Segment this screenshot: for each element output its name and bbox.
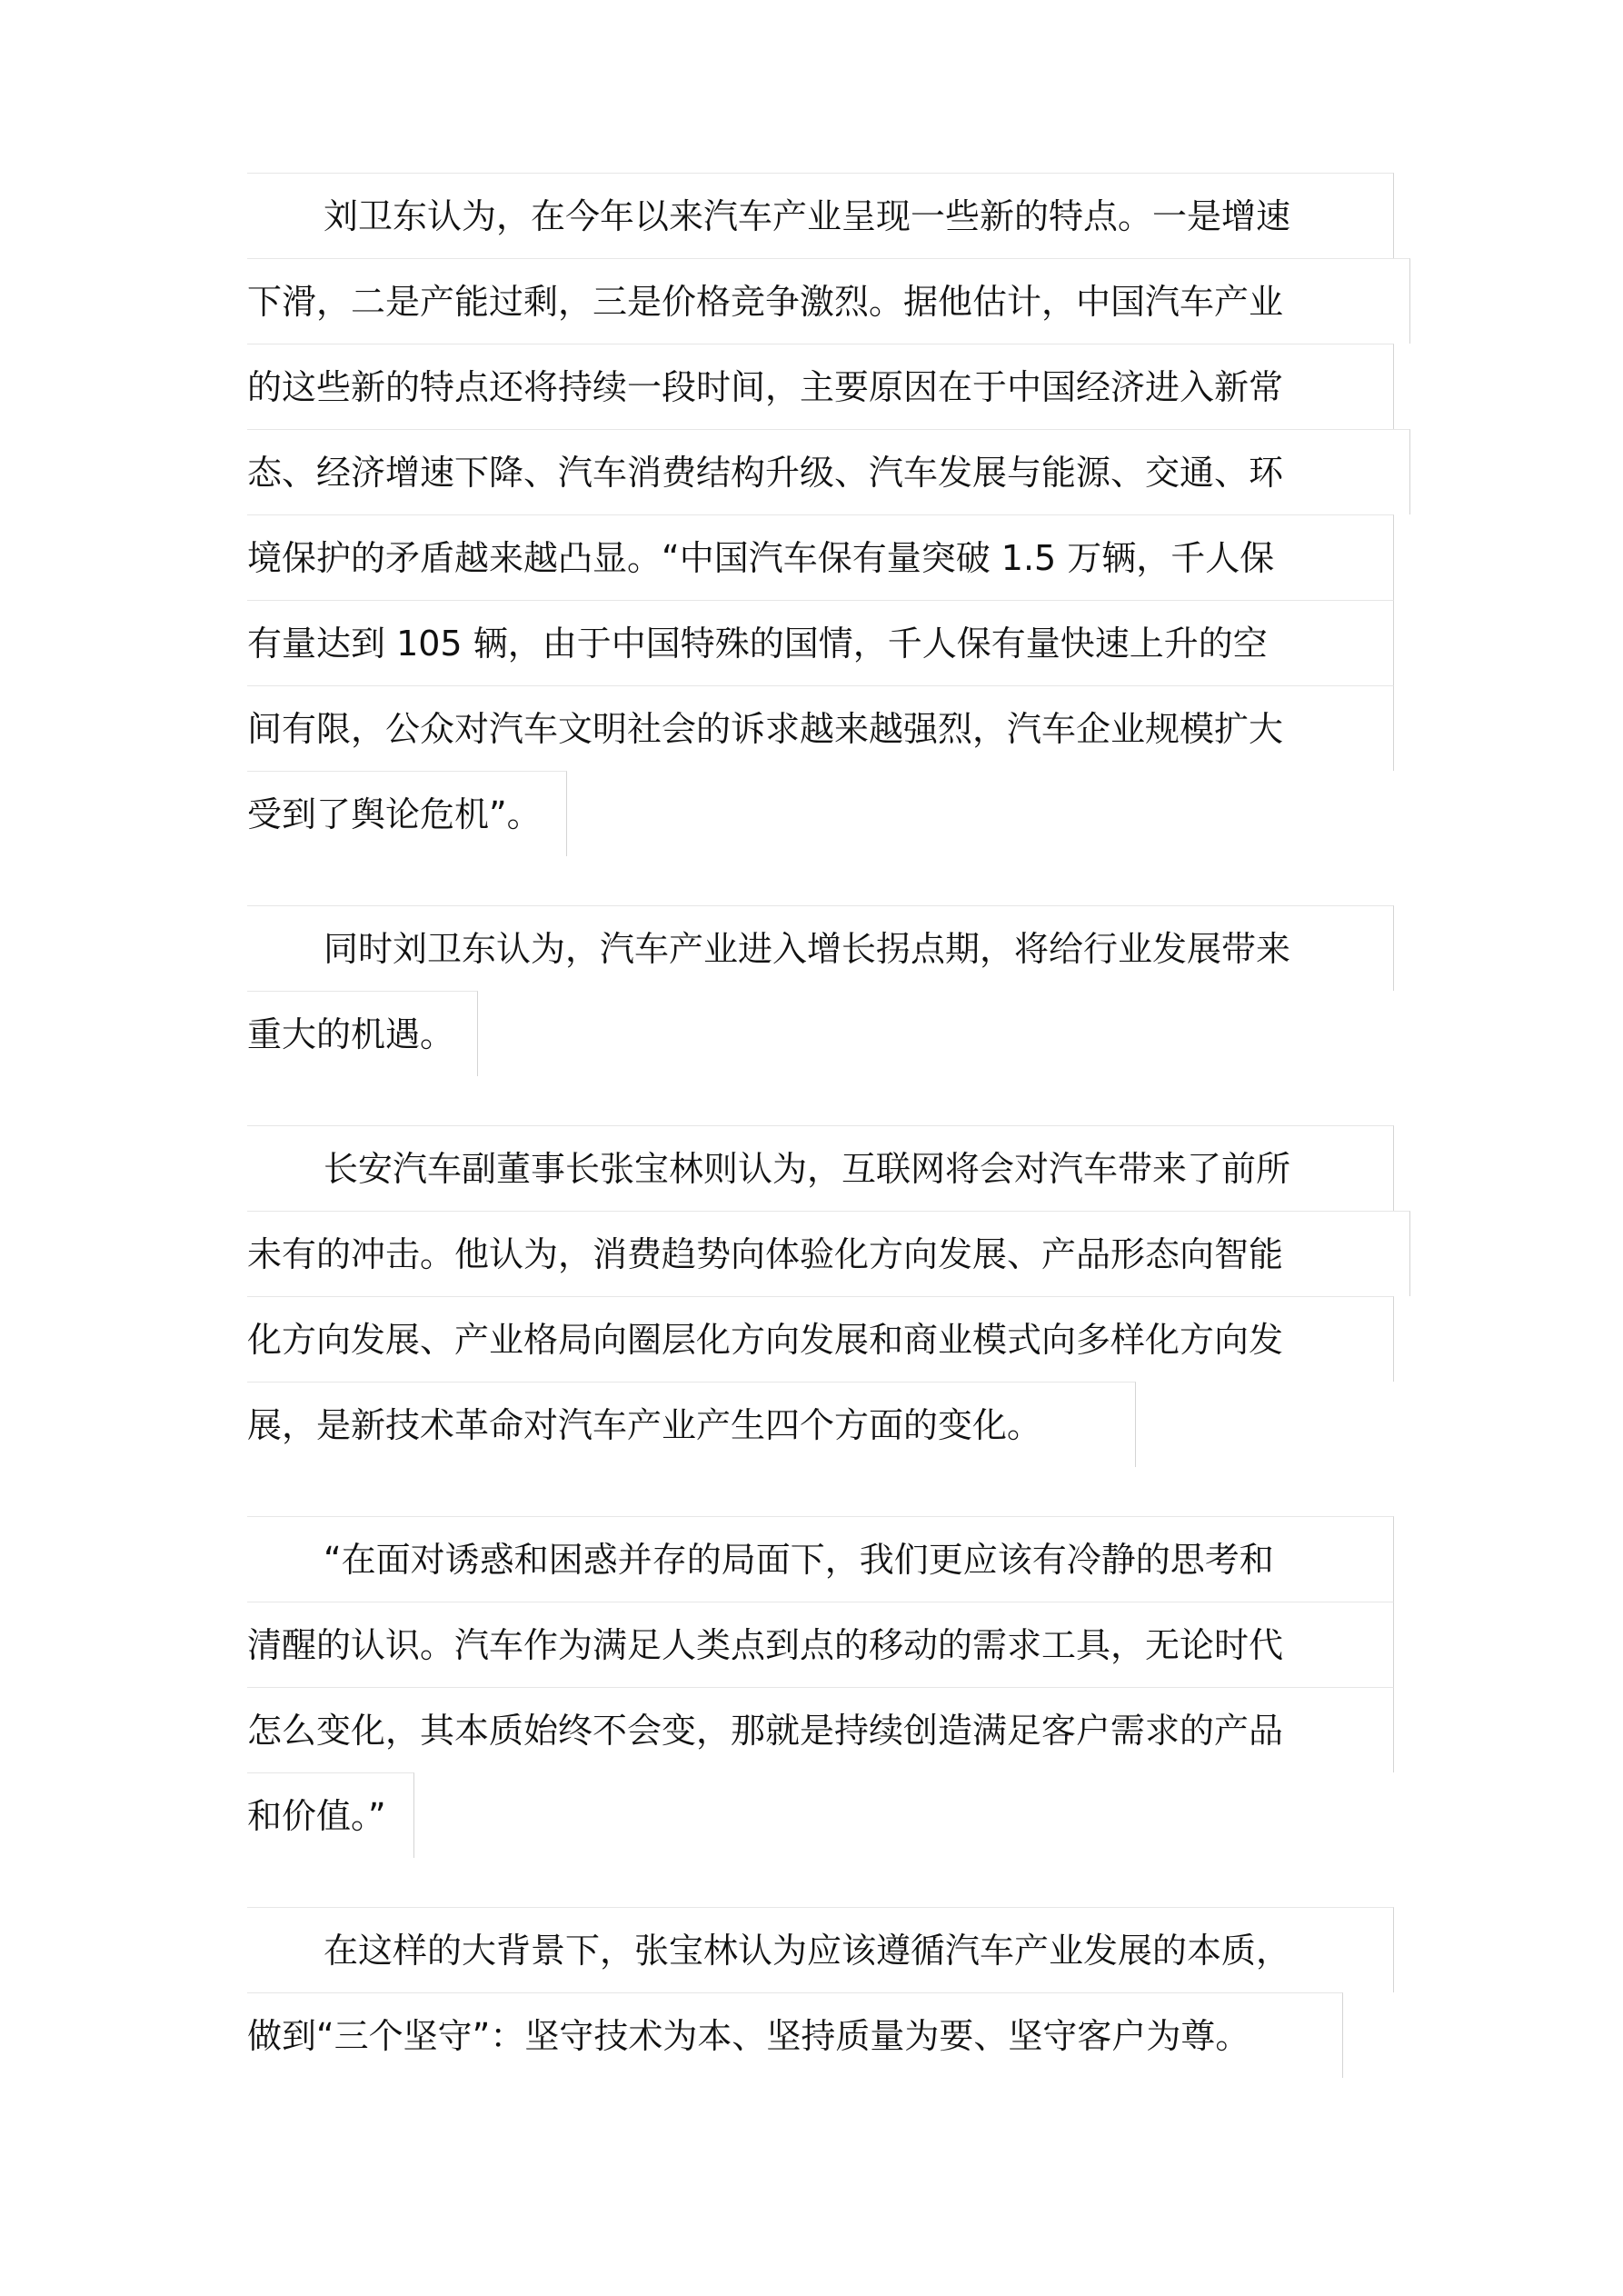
text-line: 受到了舆论危机”。: [247, 771, 567, 856]
paragraph-4: [247, 1516, 1410, 1858]
text-line: 和价值。”: [247, 1772, 414, 1858]
text-line: “在面对诱惑和困惑并存的局面下，我们更应该有冷静的思考和: [247, 1516, 1394, 1602]
text-line: 重大的机遇。: [247, 991, 478, 1076]
text-line: 境保护的矛盾越来越凸显。“中国汽车保有量突破 1.5 万辆，千人保: [247, 514, 1394, 600]
text-line: 做到“三个坚守”：坚守技术为本、坚持质量为要、坚守客户为尊。: [247, 1992, 1343, 2078]
paragraph-5: [247, 1907, 1410, 2078]
text-line: 在这样的大背景下，张宝林认为应该遵循汽车产业发展的本质，: [247, 1907, 1394, 1992]
text-line: 怎么变化，其本质始终不会变，那就是持续创造满足客户需求的产品: [247, 1687, 1394, 1772]
text-line: 刘卫东认为，在今年以来汽车产业呈现一些新的特点。一是增速: [247, 173, 1394, 258]
paragraph-3: [247, 1125, 1410, 1467]
text-line: 态、经济增速下降、汽车消费结构升级、汽车发展与能源、交通、环: [247, 429, 1410, 514]
text-line: 下滑，二是产能过剩，三是价格竞争激烈。据他估计，中国汽车产业: [247, 258, 1410, 344]
text-line: 有量达到 105 辆，由于中国特殊的国情，千人保有量快速上升的空: [247, 600, 1394, 685]
text-line: 间有限，公众对汽车文明社会的诉求越来越强烈，汽车企业规模扩大: [247, 685, 1394, 771]
text-line: 化方向发展、产业格局向圈层化方向发展和商业模式向多样化方向发: [247, 1296, 1394, 1382]
paragraph-2: [247, 905, 1410, 1076]
text-line: 展，是新技术革命对汽车产业产生四个方面的变化。: [247, 1382, 1136, 1467]
paragraph-1: [247, 173, 1410, 856]
text-line: 未有的冲击。他认为，消费趋势向体验化方向发展、产品形态向智能: [247, 1211, 1410, 1296]
text-line: 同时刘卫东认为，汽车产业进入增长拐点期，将给行业发展带来: [247, 905, 1394, 991]
document-body: [247, 173, 1410, 2127]
text-line: 清醒的认识。汽车作为满足人类点到点的移动的需求工具，无论时代: [247, 1602, 1394, 1687]
text-line: 长安汽车副董事长张宝林则认为，互联网将会对汽车带来了前所: [247, 1125, 1394, 1211]
text-line: 的这些新的特点还将持续一段时间，主要原因在于中国经济进入新常: [247, 344, 1394, 429]
